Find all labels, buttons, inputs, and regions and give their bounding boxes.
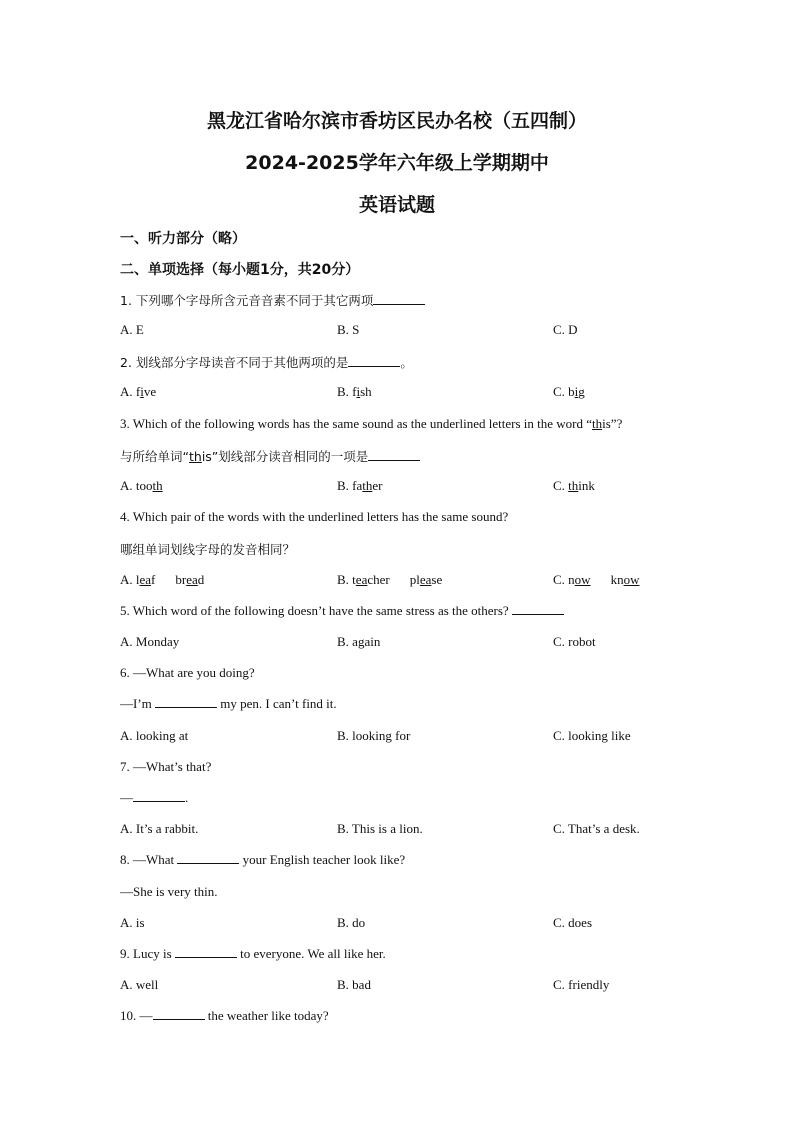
question-5: 5. Which word of the following doesn’t have the same stress as the others? (120, 603, 564, 619)
q5-option-b: B. again (337, 634, 381, 649)
question-9: 9. Lucy is to everyone. We all like her. (120, 946, 386, 961)
q8-option-c: C. does (553, 915, 592, 930)
section-listening: 一、听力部分（略） (120, 231, 246, 247)
q1-option-a: A. E (120, 322, 144, 337)
q8-option-b: B. do (337, 915, 366, 930)
q1-option-c: C. D (553, 322, 578, 337)
question-10: 10. — the weather like today? (120, 1008, 329, 1023)
answer-blank (373, 293, 425, 305)
question-4: 4. Which pair of the words with the underlined letters has the same sound? (120, 509, 509, 524)
q2-option-c: C. big (553, 384, 585, 399)
q3-option-b: B. father (337, 478, 383, 493)
q9-option-c: C. friendly (553, 977, 610, 992)
answer-blank (368, 449, 420, 461)
q4-option-a: A. leaf bread (120, 572, 205, 587)
answer-blank (177, 852, 239, 864)
answer-blank (155, 696, 217, 708)
q1-option-b: B. S (337, 322, 360, 337)
exam-title-line2: 2024-2025学年六年级上学期期中 (245, 152, 549, 174)
q7-option-b: B. This is a lion. (337, 821, 423, 836)
question-3: 3. Which of the following words has the same sound as the underlined letters in the word “this”? (120, 416, 623, 431)
question-1: 1. 下列哪个字母所含元音音素不同于其它两项 (120, 291, 425, 309)
question-3-zh: 与所给单词“this”划线部分读音相同的一项是 (120, 447, 420, 465)
q9-option-a: A. well (120, 977, 159, 992)
q4-option-c: C. now know (553, 572, 640, 587)
q4-option-b: B. teacher please (337, 572, 443, 587)
q6-option-a: A. looking at (120, 728, 189, 743)
question-4-zh: 哪组单词划线字母的发音相同？ (120, 542, 296, 557)
exam-title-line1: 黑龙江省哈尔滨市香坊区民办名校（五四制） (206, 110, 587, 132)
question-7: 7. —What’s that? (120, 759, 212, 774)
question-8-line2: —She is very thin. (120, 884, 218, 899)
question-2: 2. 划线部分字母读音不同于其他两项的是 。 (120, 355, 413, 370)
q2-option-a: A. five (120, 384, 157, 399)
q6-option-b: B. looking for (337, 728, 411, 743)
q7-option-a: A. It’s a rabbit. (120, 821, 199, 836)
answer-blank (512, 603, 564, 615)
q5-option-c: C. robot (553, 634, 596, 649)
q3-option-a: A. tooth (120, 478, 163, 493)
question-7-line2: — . (120, 790, 189, 805)
q6-option-c: C. looking like (553, 728, 631, 743)
answer-blank (348, 355, 400, 367)
q3-option-c: C. think (553, 478, 595, 493)
q5-option-a: A. Monday (120, 634, 180, 649)
q9-option-b: B. bad (337, 977, 371, 992)
exam-title-line3: 英语试题 (358, 194, 435, 216)
q7-option-c: C. That’s a desk. (553, 821, 640, 836)
question-8: 8. —What your English teacher look like? (120, 852, 406, 867)
answer-blank (153, 1008, 205, 1020)
q8-option-a: A. is (120, 915, 145, 930)
question-6-line2: —I’m my pen. I can’t find it. (120, 696, 337, 711)
q2-option-b: B. fish (337, 384, 372, 399)
answer-blank (175, 946, 237, 958)
section-single-choice: 二、单项选择（每小题1分，共20分） (120, 262, 360, 278)
question-6: 6. —What are you doing? (120, 665, 255, 680)
answer-blank (133, 790, 185, 802)
